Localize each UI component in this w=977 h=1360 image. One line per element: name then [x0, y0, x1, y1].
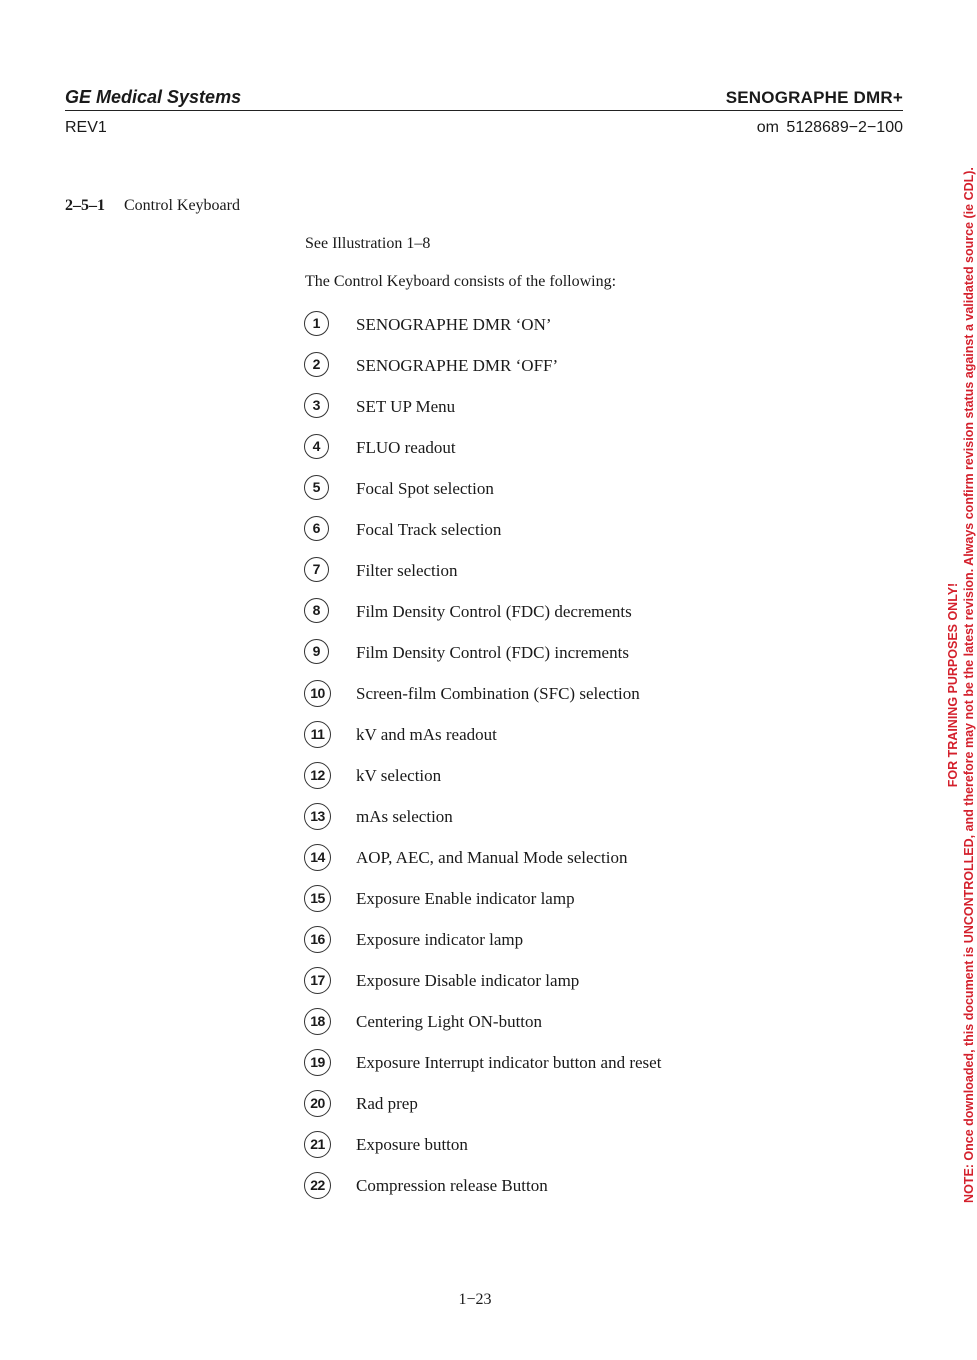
item-number-badge: 12 — [304, 762, 331, 789]
item-number-badge: 18 — [304, 1008, 331, 1035]
control-keyboard-list — [304, 311, 824, 1213]
item-label: FLUO readout — [356, 438, 456, 457]
item-number-badge: 7 — [304, 557, 329, 582]
item-number-badge: 6 — [304, 516, 329, 541]
item-label: Exposure Interrupt indicator button and reset — [356, 1053, 662, 1072]
list-item — [304, 967, 824, 1008]
item-number-badge: 9 — [304, 639, 329, 664]
item-number-badge: 15 — [304, 885, 331, 912]
item-label: Rad prep — [356, 1094, 418, 1113]
item-number-badge: 17 — [304, 967, 331, 994]
item-number-badge: 5 — [304, 475, 329, 500]
item-label: Exposure indicator lamp — [356, 930, 524, 949]
item-number-badge: 2 — [304, 352, 329, 377]
item-label: SENOGRAPHE DMR ‘OFF’ — [356, 356, 559, 375]
item-number-badge: 4 — [304, 434, 329, 459]
list-item — [304, 844, 824, 885]
header-product: SENOGRAPHE DMR+ — [725, 88, 903, 107]
section-number: 2–5–1 — [65, 197, 105, 214]
item-number-badge: 16 — [304, 926, 331, 953]
illustration-reference: See Illustration 1–8 — [305, 235, 431, 252]
intro-paragraph: The Control Keyboard consists of the following: — [305, 273, 617, 290]
list-item — [304, 1131, 824, 1172]
item-label: SENOGRAPHE DMR ‘ON’ — [356, 315, 552, 334]
item-label: kV and mAs readout — [356, 725, 497, 744]
item-number-badge: 1 — [304, 311, 329, 336]
item-label: Exposure button — [356, 1135, 468, 1154]
list-item — [304, 598, 824, 639]
item-number-badge: 3 — [304, 393, 329, 418]
list-item — [304, 762, 824, 803]
item-label: Compression release Button — [356, 1176, 548, 1195]
section-title: Control Keyboard — [124, 197, 240, 214]
item-number-badge: 14 — [304, 844, 331, 871]
item-label: Focal Spot selection — [356, 479, 494, 498]
list-item — [304, 475, 824, 516]
header-revision: REV1 — [65, 119, 107, 136]
header-company: GE Medical Systems — [65, 87, 242, 107]
item-number-badge: 22 — [304, 1172, 331, 1199]
list-item — [304, 1090, 824, 1131]
list-item — [304, 885, 824, 926]
item-number-badge: 13 — [304, 803, 331, 830]
list-item — [304, 311, 824, 352]
item-number-badge: 21 — [304, 1131, 331, 1158]
list-item — [304, 1172, 824, 1213]
item-label: Exposure Enable indicator lamp — [356, 889, 575, 908]
item-label: Film Density Control (FDC) increments — [356, 643, 629, 662]
item-label: Centering Light ON-button — [356, 1012, 543, 1031]
item-label: Filter selection — [356, 561, 458, 580]
list-item — [304, 721, 824, 762]
list-item — [304, 803, 824, 844]
item-label: Film Density Control (FDC) decrements — [356, 602, 632, 621]
list-item — [304, 1008, 824, 1049]
item-label: kV selection — [356, 766, 442, 785]
item-number-badge: 11 — [304, 721, 331, 748]
item-label: Focal Track selection — [356, 520, 502, 539]
list-item — [304, 680, 824, 721]
item-label: AOP, AEC, and Manual Mode selection — [356, 848, 628, 867]
list-item — [304, 1049, 824, 1090]
item-label: SET UP Menu — [356, 397, 456, 416]
list-item — [304, 393, 824, 434]
watermark-line-2: NOTE: Once downloaded, this document is UNCONTROLLED, and therefore may not be the latest revision. Always confirm revision status against a validated source (ie CDL). — [962, 167, 976, 1203]
page-number: 1−23 — [458, 1291, 492, 1308]
header-doc-number: om 5128689−2−100 — [756, 119, 903, 136]
list-item — [304, 352, 824, 393]
list-item — [304, 516, 824, 557]
item-label: Screen-film Combination (SFC) selection — [356, 684, 640, 703]
item-number-badge: 20 — [304, 1090, 331, 1117]
list-item — [304, 639, 824, 680]
header-divider — [65, 110, 903, 111]
item-label: Exposure Disable indicator lamp — [356, 971, 580, 990]
item-label: mAs selection — [356, 807, 453, 826]
list-item — [304, 926, 824, 967]
training-watermark — [945, 155, 977, 1215]
item-number-badge: 8 — [304, 598, 329, 623]
watermark-line-1: FOR TRAINING PURPOSES ONLY! — [946, 582, 960, 788]
list-item — [304, 557, 824, 598]
list-item — [304, 434, 824, 475]
item-number-badge: 10 — [304, 680, 331, 707]
item-number-badge: 19 — [304, 1049, 331, 1076]
